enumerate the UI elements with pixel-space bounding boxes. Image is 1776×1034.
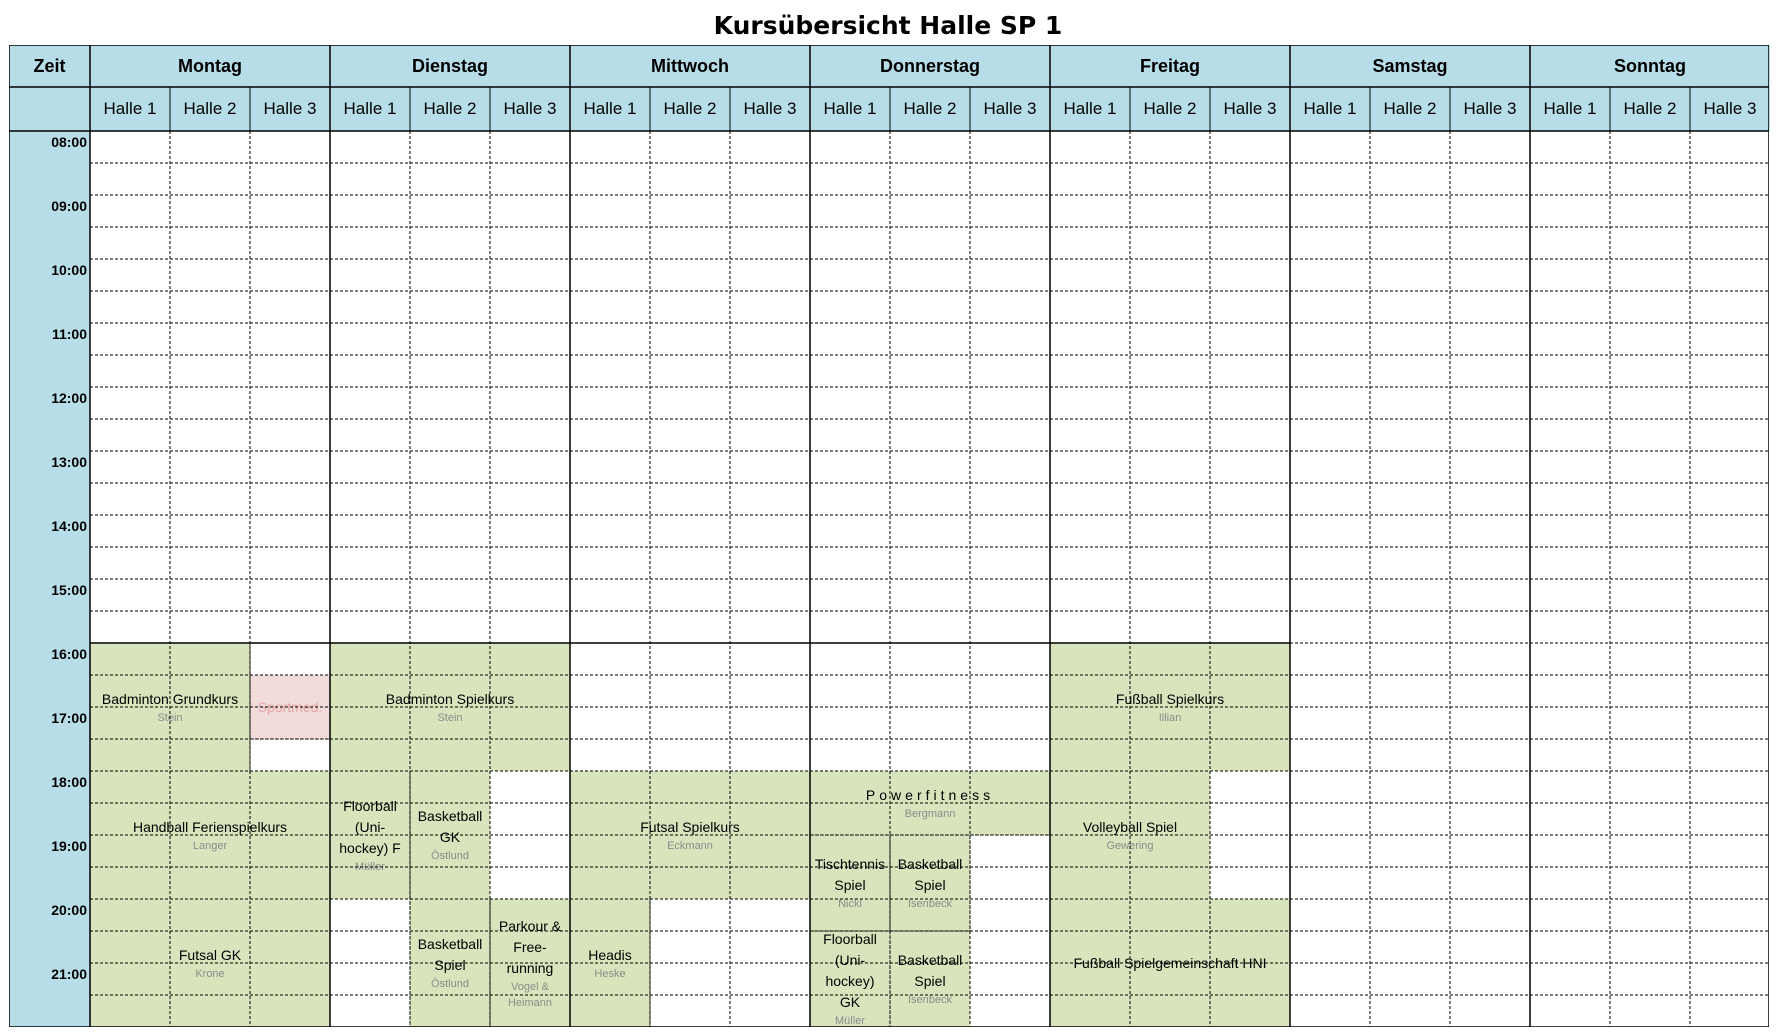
course-title: Powerfitness [865,786,995,803]
course-instructor: Östlund [431,850,469,862]
time-label: 19:00 [9,835,90,867]
day-header-montag: Montag [90,45,330,87]
course-title: Floorball (Uni-hockey) F [339,797,401,856]
day-header-samstag: Samstag [1290,45,1530,87]
course-instructor: Gewering [1106,839,1154,852]
hall-header: Halle 3 [490,87,570,131]
course-instructor: Krone [195,967,225,980]
hall-header: Halle 2 [1130,87,1210,131]
hall-header: Halle 3 [730,87,810,131]
course-instructor: Müller [355,860,385,873]
course-border [810,931,890,1027]
course-border [890,835,970,931]
course-instructor: Illian [1158,711,1182,724]
course-title: Tischtennis Spiel [814,856,886,893]
course-instructor: Müller [835,1015,865,1027]
time-label: 16:00 [9,643,90,675]
course-title: Badminton Grundkurs [101,690,239,707]
grid-lines [9,45,1769,1027]
time-label: 12:00 [9,387,90,419]
course-title: Fußball Spielkurs [1115,690,1225,707]
course-title: Futsal Spielkurs [640,818,740,835]
time-label: 10:00 [9,259,90,291]
time-label: 09:00 [9,195,90,227]
course-title: Basketball Spiel [897,952,963,989]
course-title: Volleyball Spiel [1082,818,1178,835]
course-instructor: Östlund [431,978,469,990]
time-label: 18:00 [9,771,90,803]
hall-header: Halle 2 [170,87,250,131]
hall-header: Halle 3 [250,87,330,131]
day-header-sonntag: Sonntag [1530,45,1770,87]
page-title: Kursübersicht Halle SP 1 [713,11,1063,40]
hall-header: Halle 3 [1210,87,1290,131]
course-title: Headis [588,946,632,963]
hall-header: Halle 1 [810,87,890,131]
day-header-mittwoch: Mittwoch [570,45,810,87]
hall-header: Halle 1 [570,87,650,131]
hall-header: Halle 1 [330,87,410,131]
time-label: 21:00 [9,963,90,995]
time-label: 14:00 [9,515,90,547]
course-title: Basketball GK [417,808,483,845]
hall-header: Halle 1 [1290,87,1370,131]
course-title: Fußball Spielgemeinschaft HNI [1073,954,1267,971]
course-instructor: Vogel & Heimann [507,980,553,1009]
hall-header: Halle 1 [1530,87,1610,131]
course-instructor: Stein [157,711,183,724]
hall-header: Halle 3 [970,87,1050,131]
course-title: Handball Ferienspielkurs [132,818,288,835]
day-header-dienstag: Dienstag [330,45,570,87]
course-title: Basketball Spiel [897,856,963,893]
course-border [810,835,890,931]
zeit-header: Zeit [9,45,90,87]
day-header-donnerstag: Donnerstag [810,45,1050,87]
hall-header: Halle 2 [650,87,730,131]
course-border [890,931,970,1027]
course-instructor: Isenbeck [907,994,953,1006]
course-title: Sportmed. [257,698,323,715]
hall-header: Halle 3 [1690,87,1770,131]
hall-header: Halle 2 [1370,87,1450,131]
hall-header: Halle 1 [1050,87,1130,131]
course-instructor: Stein [437,711,463,724]
course-title: Basketball Spiel [417,936,483,973]
day-header-freitag: Freitag [1050,45,1290,87]
course-title: Badminton Spielkurs [385,690,515,707]
hall-header: Halle 2 [1610,87,1690,131]
hall-header: Halle 3 [1450,87,1530,131]
course-title: Parkour & Free-running [498,917,562,976]
course-title: Floorball (Uni-hockey) GK [823,931,877,1010]
time-label: 17:00 [9,707,90,739]
time-label: 08:00 [9,131,90,163]
hall-header: Halle 1 [90,87,170,131]
course-instructor: Heske [594,967,626,980]
course-instructor: Langer [192,839,228,852]
hall-header: Halle 2 [410,87,490,131]
time-label: 13:00 [9,451,90,483]
hall-header: Halle 2 [890,87,970,131]
time-label: 20:00 [9,899,90,931]
course-instructor: Eckmann [667,839,713,852]
time-label: 11:00 [9,323,90,355]
course-instructor: Isenbeck [907,898,953,910]
course-instructor: Nickl [838,898,862,910]
time-label: 15:00 [9,579,90,611]
course-title: Futsal GK [178,946,242,963]
course-instructor: Bergmann [904,807,956,820]
schedule-grid [9,45,1769,1027]
